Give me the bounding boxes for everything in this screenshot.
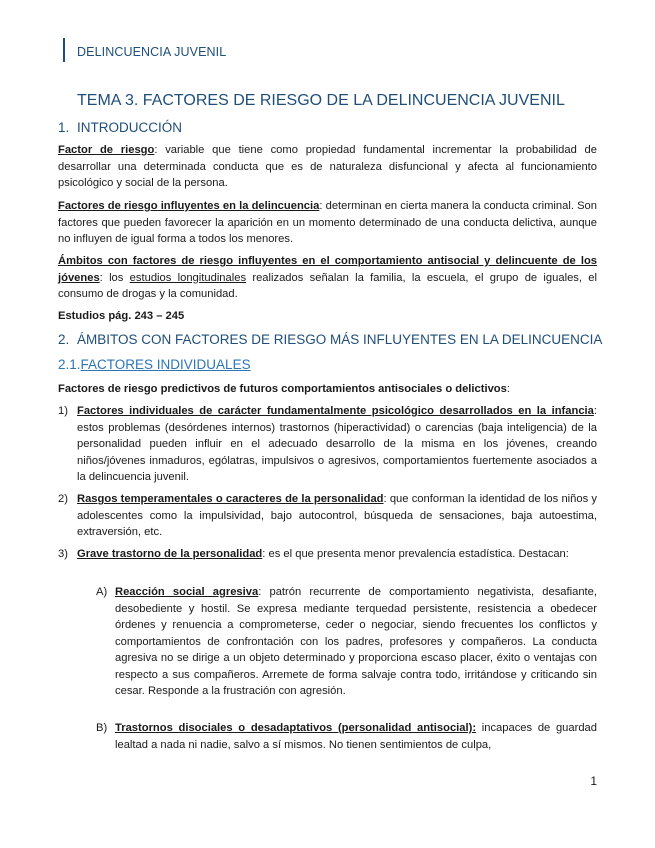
section-title: ÁMBITOS CON FACTORES DE RIESGO MÁS INFLUYENTES EN LA DELINCUENCIA: [77, 332, 603, 347]
definition-term: Factor de riesgo: [58, 144, 155, 156]
sub-list-item-term: Trastornos disociales o desadaptativos (personalidad antisocial):: [115, 722, 477, 734]
running-header: DELINCUENCIA JUVENIL: [77, 45, 227, 59]
list-number: 3): [58, 548, 68, 560]
list-item-text: : estos problemas (desórdenes internos) trastornos (hiperactividad) o carencias (baja inteligencia) de la personalidad pueden influir en el adecuado desarrollo de la misma en los jóvenes, creando niños/jóvenes inmaduros, ególatras, impulsivos o agresivos, comportamientos fuertemente asociados a la delincuencia juvenil.: [77, 405, 597, 483]
sub-list-item-text: : patrón recurrente de comportamiento negativista, desafiante, desobediente y hostil. Se expresa mediante terquedad persistente, resistencia a obedecer órdenes y renuencia a comprometerse, ceder o negociar, siendo frecuentes los conflictos y comportamientos de confrontación con los padres, profesores y compañeros. La conducta agresiva no se dirige a un objeto determinado y proporciona escaso placer, éxito o ventajas con respecto a sus compañeros. Arremete de forma salvaje contra todo, irritándose y criticando sin cesar. Responde a la frustración con agresión.: [115, 586, 597, 697]
list-item-text: : es el que presenta menor prevalencia estadística. Destacan:: [262, 548, 569, 560]
sub-list-item: [96, 720, 597, 753]
list-item: [58, 546, 597, 563]
list-item-term: Grave trastorno de la personalidad: [77, 548, 263, 560]
section-number: 1.: [58, 120, 70, 135]
section-number: 2.: [58, 332, 70, 347]
page-number: 1: [590, 774, 597, 788]
sub-list-item: [96, 584, 597, 700]
subsection-title: FACTORES INDIVIDUALES: [80, 357, 251, 372]
list-item-term: Factores individuales de carácter fundamentalmente psicológico desarrollados en la infancia: [77, 405, 594, 417]
section-2-heading: [58, 332, 602, 347]
definition-term: Factores de riesgo influyentes en la delincuencia: [58, 200, 320, 212]
section-1-heading: [58, 120, 182, 135]
studies-reference: Estudios pág. 243 – 245: [58, 310, 185, 322]
factors-intro: [58, 381, 510, 398]
subsection-number: 2.1.: [58, 357, 81, 372]
list-item-text: : que conforman la identidad de los niños y adolescentes como la impulsividad, bajo autocontrol, búsqueda de sensaciones, baja autoestima, extraversión, etc.: [77, 493, 597, 538]
definition-text: : los: [99, 271, 130, 284]
factors-intro-colon: :: [506, 383, 510, 395]
factors-intro-text: Factores de riesgo predictivos de futuros comportamientos antisociales o delictivos: [58, 383, 507, 395]
definition-text: : determinan en cierta manera la conducta criminal. Son factores que pueden favorecer la aparición en un momento determinado de una conducta delictiva, aunque no influyen de igual forma a todos los menores.: [58, 200, 597, 245]
definition-ambitos: [58, 253, 597, 303]
definition-factores-influyentes: [58, 198, 597, 248]
list-item-term: Rasgos temperamentales o caracteres de la personalidad: [77, 493, 384, 505]
header-accent-bar: [63, 38, 65, 62]
list-number: 2): [58, 493, 68, 505]
studies-link[interactable]: estudios longitudinales: [129, 271, 247, 284]
sub-list-letter: A): [96, 586, 108, 598]
sub-list-letter: B): [96, 722, 108, 734]
definition-term: Ámbitos con factores de riesgo influyentes en el comportamiento antisocial y delincuente de los jóvenes: [58, 255, 597, 284]
list-item: [58, 491, 597, 541]
list-number: 1): [58, 405, 68, 417]
document-title: TEMA 3. FACTORES DE RIESGO DE LA DELINCUENCIA JUVENIL: [77, 92, 565, 109]
sub-list-item-term: Reacción social agresiva: [115, 586, 259, 598]
list-item: [58, 403, 597, 486]
definition-text: : variable que tiene como propiedad fundamental incrementar la probabilidad de desarrollar una determinada conducta que es de naturaleza disfuncional y afecta al funcionamiento psicológico y social de la persona.: [58, 144, 597, 189]
definition-factor-riesgo: [58, 142, 597, 192]
definition-text: realizados señalan la familia, la escuela, el grupo de iguales, el consumo de drogas y la comunidad.: [58, 271, 597, 300]
subsection-heading: [58, 357, 251, 372]
section-title: INTRODUCCIÓN: [77, 120, 182, 135]
sub-list-item-text: incapaces de guardad lealtad a nada ni nadie, salvo a sí mismos. No tienen sentimientos de culpa,: [115, 722, 598, 751]
